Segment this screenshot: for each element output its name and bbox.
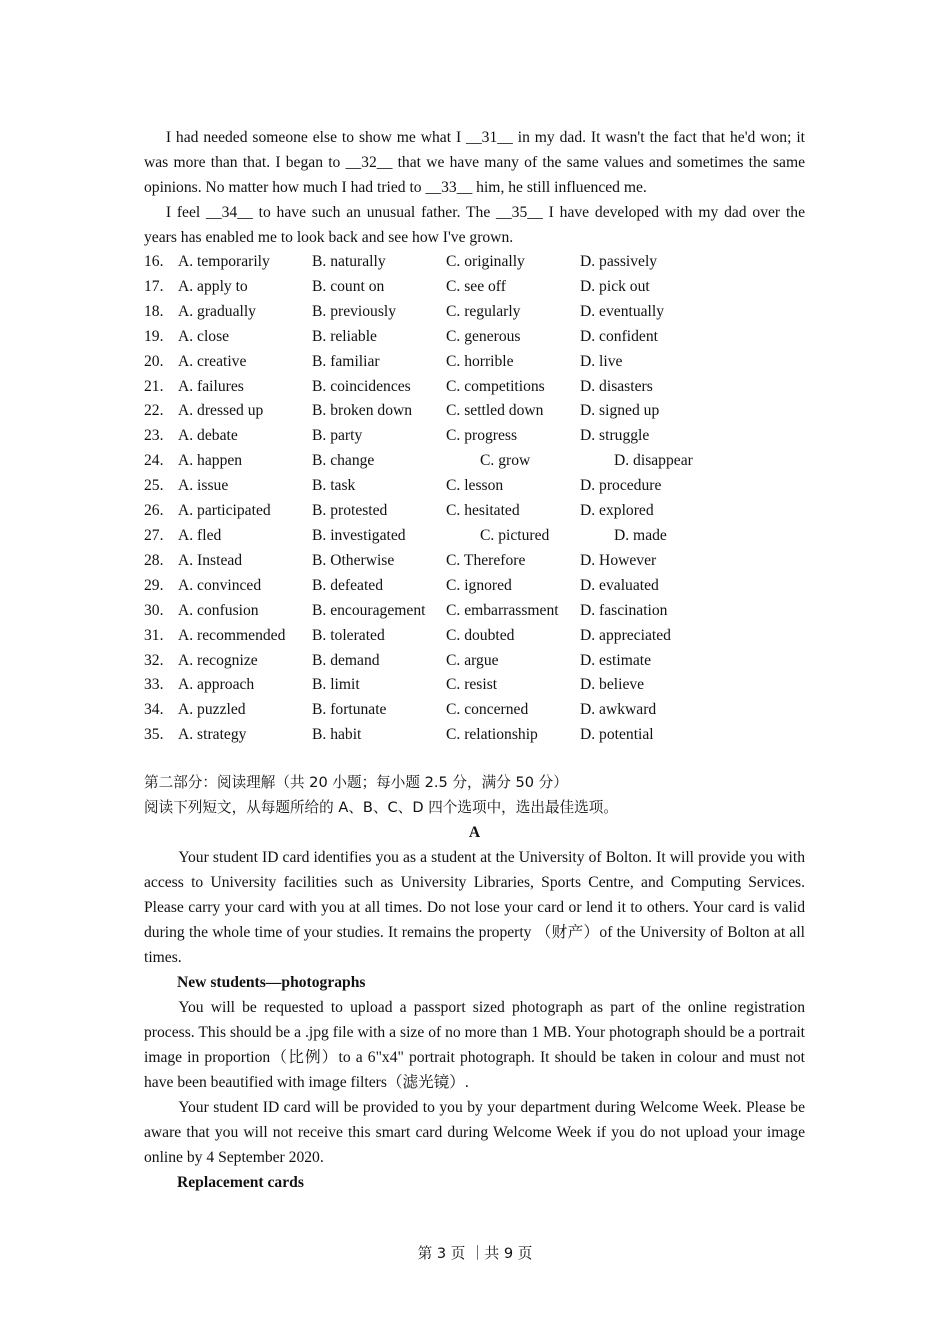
option-a: A. close [178, 327, 230, 345]
question-number: 25. [144, 477, 164, 495]
option-b: B. reliable [312, 327, 377, 345]
question-number: 34. [144, 701, 164, 719]
option-c: C. progress [446, 427, 518, 445]
option-c: C. resist [446, 676, 498, 694]
option-a: A. puzzled [178, 701, 246, 719]
option-c: C. Therefore [446, 551, 526, 569]
option-c: C. regularly [446, 302, 521, 320]
option-b: B. protested [312, 502, 388, 520]
option-d: D. struggle [580, 427, 650, 445]
option-c: C. horrible [446, 352, 514, 370]
option-c: C. pictured [480, 526, 550, 544]
question-number: 33. [144, 676, 164, 694]
option-a: A. recommended [178, 626, 286, 644]
question-number: 28. [144, 551, 164, 569]
option-a: A. issue [178, 477, 229, 495]
passage-a-paragraph-2: You will be requested to upload a passport sized photograph as part of the online registration process. This should be a .jpg file with a size of no more than 1 MB. Your photograph should be a portrait image in proportion（比例）to a 6"x4" portrait photograph. It should be taken in colour and must not have been beautified with image filters（滤光镜）. [144, 999, 805, 1092]
subheading-replacement-cards: Replacement cards [177, 1174, 304, 1192]
option-d: D. live [580, 352, 623, 370]
passage-label: A [468, 824, 481, 842]
option-a: A. recognize [178, 651, 258, 669]
question-number: 17. [144, 277, 164, 295]
option-d: D. However [580, 551, 657, 569]
option-a: A. apply to [178, 277, 248, 295]
option-c: C. relationship [446, 726, 538, 744]
option-row [144, 250, 805, 275]
option-c: C. lesson [446, 477, 504, 495]
option-d: D. pick out [580, 277, 650, 295]
question-number: 26. [144, 502, 164, 520]
passage-paragraph-1: I had needed someone else to show me what I __31__ in my dad. It wasn't the fact that he'd won; it was more than that. I began to __32__ that we have many of the same values and sometimes the same opinions. No matter how much I had tried to __33__ him, he still influenced me. [144, 129, 805, 196]
question-number: 18. [144, 302, 164, 320]
option-a: A. convinced [178, 576, 262, 594]
question-number: 30. [144, 601, 164, 619]
option-d: D. awkward [580, 701, 657, 719]
option-d: D. evaluated [580, 576, 659, 594]
option-b: B. coincidences [312, 377, 411, 395]
subheading-photographs: New students—photographs [177, 974, 366, 992]
option-row [144, 673, 805, 698]
option-d: D. passively [580, 253, 658, 270]
option-b: B. investigated [312, 526, 406, 544]
option-c: C. argue [446, 651, 499, 669]
option-d: D. disappear [614, 452, 693, 470]
option-d: D. fascination [580, 601, 668, 619]
option-d: D. signed up [580, 402, 660, 420]
option-a: A. Instead [178, 551, 243, 569]
option-c: C. embarrassment [446, 601, 559, 619]
passage-a-paragraph-1: Your student ID card identifies you as a student at the University of Bolton. It will provide you with access to University facilities such as University Libraries, Sports Centre, and Computing Services. Please carry your card with you at all times. Do not lose your card or lend it to others. Your card is valid during the whole time of your studies. It remains the property （财产）of the University of Bolton at all times. [144, 849, 805, 967]
question-number: 20. [144, 352, 164, 370]
option-row [144, 723, 805, 748]
option-c: C. competitions [446, 377, 545, 395]
option-a: A. confusion [178, 601, 259, 619]
option-row [144, 325, 805, 350]
question-number: 35. [144, 726, 164, 744]
option-a: A. fled [178, 526, 222, 544]
option-b: B. encouragement [312, 601, 426, 619]
option-row [144, 499, 805, 524]
option-row [144, 375, 805, 400]
question-number: 29. [144, 576, 164, 594]
option-d: D. appreciated [580, 626, 671, 644]
option-d: D. potential [580, 726, 654, 744]
option-b: B. tolerated [312, 626, 385, 644]
question-number: 31. [144, 626, 164, 644]
page-footer: 第 3 页 ｜共 9 页 [417, 1245, 533, 1262]
option-c: C. concerned [446, 701, 529, 719]
option-c: C. generous [446, 327, 521, 345]
option-b: B. task [312, 477, 356, 495]
section-heading: 第二部分：阅读理解（共 20 小题；每小题 2.5 分，满分 50 分） [144, 774, 568, 792]
option-b: B. Otherwise [312, 551, 395, 569]
option-b: B. naturally [312, 253, 386, 270]
option-row [144, 474, 805, 499]
option-row [144, 300, 805, 325]
option-b: B. defeated [312, 576, 384, 594]
option-row [144, 399, 805, 424]
question-number: 23. [144, 427, 164, 445]
option-c: C. ignored [446, 576, 512, 594]
options-list [144, 250, 805, 748]
option-d: D. disasters [580, 377, 653, 395]
option-b: B. habit [312, 726, 362, 744]
option-d: D. believe [580, 676, 645, 694]
option-b: B. count on [312, 277, 385, 295]
option-row [144, 449, 805, 474]
option-c: C. originally [446, 253, 525, 270]
option-d: D. made [614, 526, 667, 544]
option-a: A. participated [178, 502, 271, 520]
option-b: B. previously [312, 302, 397, 320]
option-row [144, 599, 805, 624]
option-b: B. familiar [312, 352, 380, 370]
option-row [144, 574, 805, 599]
option-c: C. hesitated [446, 502, 520, 520]
option-d: D. estimate [580, 651, 652, 669]
option-d: D. eventually [580, 302, 665, 320]
option-a: A. creative [178, 352, 247, 370]
option-c: C. settled down [446, 402, 544, 420]
option-row [144, 549, 805, 574]
option-row [144, 524, 805, 549]
option-d: D. explored [580, 502, 654, 520]
option-b: B. demand [312, 651, 380, 669]
option-b: B. broken down [312, 402, 413, 420]
option-d: D. confident [580, 327, 658, 345]
option-a: A. temporarily [178, 253, 270, 270]
passage-paragraph-2: I feel __34__ to have such an unusual father. The __35__ I have developed with my dad over the years has enabled me to look back and see how I've grown. [144, 204, 805, 246]
option-a: A. strategy [178, 726, 247, 744]
passage-a-paragraph-3: Your student ID card will be provided to you by your department during Welcome Week. Please be aware that you will not receive this smart card during Welcome Week if you do not upload your image online by 4 September 2020. [144, 1099, 805, 1167]
option-a: A. debate [178, 427, 238, 445]
option-row [144, 649, 805, 674]
option-a: A. happen [178, 452, 243, 470]
option-a: A. gradually [178, 302, 256, 320]
option-c: C. grow [480, 452, 531, 470]
section-instruction: 阅读下列短文，从每题所给的 A、B、C、D 四个选项中，选出最佳选项。 [144, 799, 618, 817]
question-number: 21. [144, 377, 164, 395]
question-number: 22. [144, 402, 164, 420]
option-row [144, 350, 805, 375]
option-a: A. failures [178, 377, 244, 395]
option-row [144, 698, 805, 723]
option-row [144, 275, 805, 300]
option-c: C. see off [446, 277, 506, 295]
question-number: 27. [144, 526, 164, 544]
option-b: B. change [312, 452, 375, 470]
question-number: 24. [144, 452, 164, 470]
option-row [144, 624, 805, 649]
question-number: 32. [144, 651, 164, 669]
option-d: D. procedure [580, 477, 662, 495]
question-number: 19. [144, 327, 164, 345]
option-row [144, 424, 805, 449]
option-c: C. doubted [446, 626, 515, 644]
question-number: 16. [144, 253, 164, 270]
spacer [144, 748, 805, 770]
option-b: B. fortunate [312, 701, 387, 719]
option-a: A. approach [178, 676, 255, 694]
page-content [144, 125, 805, 1195]
option-a: A. dressed up [178, 402, 264, 420]
option-b: B. party [312, 427, 363, 445]
option-b: B. limit [312, 676, 360, 694]
